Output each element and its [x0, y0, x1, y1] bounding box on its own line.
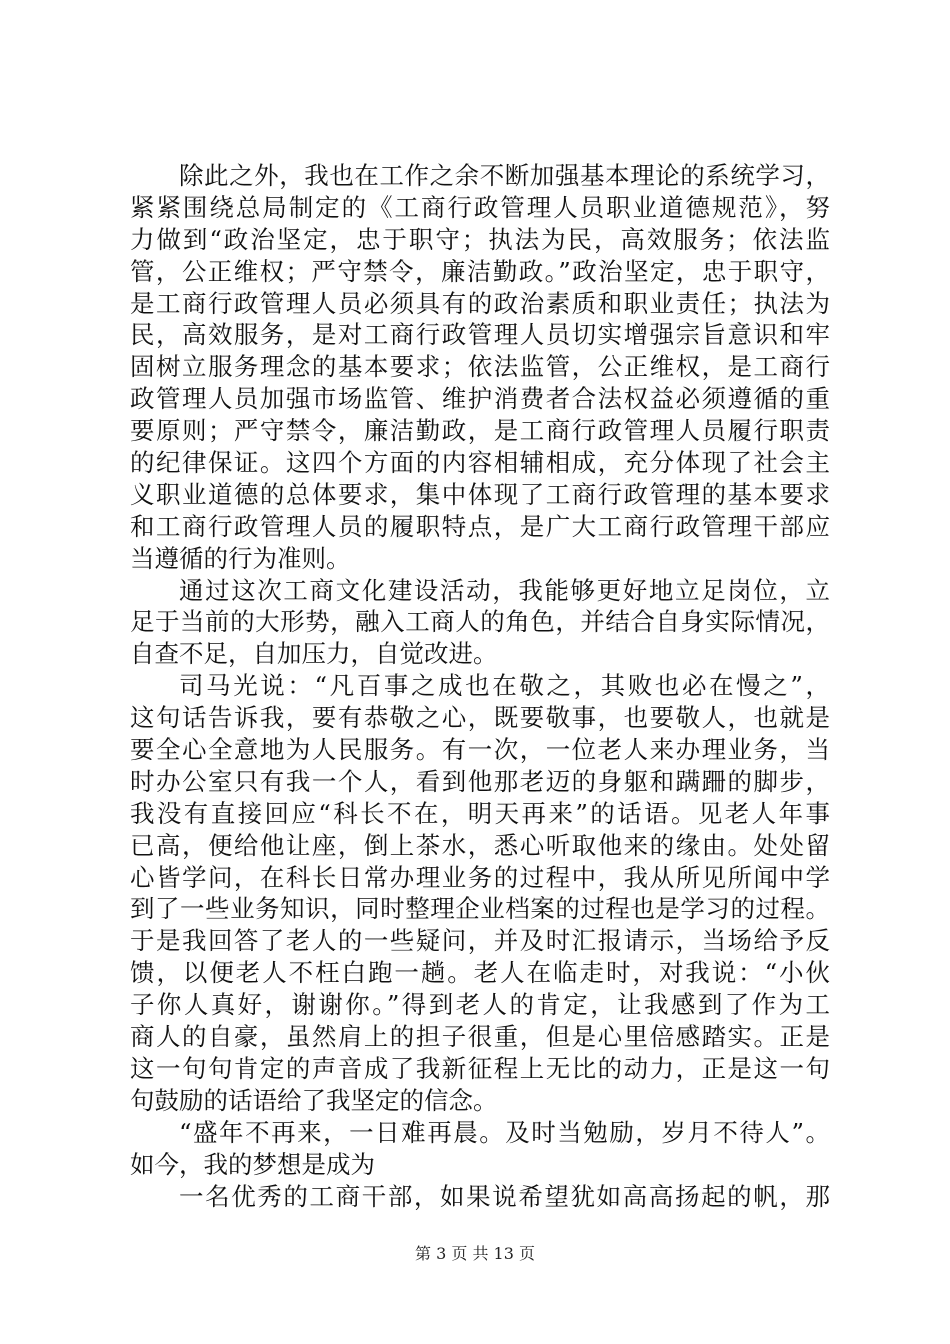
text-line: 到了一些业务知识，同时整理企业档案的过程也是学习的过程。 — [130, 894, 830, 924]
text-line: 司马光说：“凡百事之成也在敬之，其败也必在慢之”， — [179, 671, 830, 701]
text-line: 固树立服务理念的基本要求；依法监管，公正维权，是工商行 — [130, 352, 830, 382]
text-line: 管，公正维权；严守禁令，廉洁勤政。”政治坚定，忠于职守， — [130, 256, 830, 286]
text-line: 力做到“政治坚定，忠于职守；执法为民，高效服务；依法监 — [130, 224, 830, 254]
text-line: 自查不足，自加压力，自觉改进。 — [130, 639, 498, 669]
text-line: 除此之外，我也在工作之余不断加强基本理论的系统学习， — [179, 161, 830, 190]
text-line: 的纪律保证。这四个方面的内容相辅相成，充分体现了社会主 — [130, 448, 830, 478]
text-line: 政管理人员加强市场监管、维护消费者合法权益必须遵循的重 — [130, 384, 830, 414]
paragraph — [130, 1117, 830, 1181]
text-line: 紧紧围绕总局制定的《工商行政管理人员职业道德规范》，努 — [130, 192, 830, 222]
text-line: 馈，以便老人不枉白跑一趟。老人在临走时，对我说：“小伙 — [130, 958, 830, 988]
text-line: 民，高效服务，是对工商行政管理人员切实增强宗旨意识和牢 — [130, 320, 830, 350]
paragraph — [130, 670, 830, 1116]
text-line: “盛年不再来，一日难再晨。及时当勉励，岁月不待人”。 — [179, 1117, 830, 1147]
text-line: 已高，便给他让座，倒上茶水，悉心听取他来的缘由。处处留 — [130, 830, 830, 860]
document-body — [130, 160, 830, 1212]
text-line: 要原则；严守禁令，廉洁勤政，是工商行政管理人员履行职责 — [130, 416, 830, 446]
text-line: 句鼓励的话语给了我坚定的信念。 — [130, 1085, 498, 1115]
text-line: 当遵循的行为准则。 — [130, 543, 351, 573]
paragraph — [130, 1181, 830, 1213]
page-footer: 第 3 页 共 13 页 — [415, 1244, 535, 1263]
text-line: 通过这次工商文化建设活动，我能够更好地立足岗位，立 — [179, 575, 830, 605]
text-line: 这一句句肯定的声音成了我新征程上无比的动力，正是这一句 — [130, 1053, 830, 1083]
text-line: 于是我回答了老人的一些疑问，并及时汇报请示，当场给予反 — [130, 926, 830, 956]
text-line: 子你人真好，谢谢你。”得到老人的肯定，让我感到了作为工 — [130, 990, 830, 1020]
paragraph — [130, 160, 830, 575]
text-line: 这句话告诉我，要有恭敬之心，既要敬事，也要敬人，也就是 — [130, 703, 830, 733]
text-line: 我没有直接回应“科长不在，明天再来”的话语。见老人年事 — [130, 798, 830, 828]
text-line: 足于当前的大形势，融入工商人的角色，并结合自身实际情况， — [130, 607, 830, 637]
text-line: 和工商行政管理人员的履职特点，是广大工商行政管理干部应 — [130, 511, 830, 541]
text-line: 是工商行政管理人员必须具有的政治素质和职业责任；执法为 — [130, 288, 830, 318]
text-line: 商人的自豪，虽然肩上的担子很重，但是心里倍感踏实。正是 — [130, 1022, 830, 1052]
paragraph — [130, 575, 830, 671]
text-line: 心皆学问，在科长日常办理业务的过程中，我从所见所闻中学 — [130, 862, 830, 892]
text-line: 时办公室只有我一个人，看到他那老迈的身躯和蹒跚的脚步， — [130, 766, 830, 796]
text-line: 义职业道德的总体要求，集中体现了工商行政管理的基本要求 — [130, 479, 830, 509]
text-line: 一名优秀的工商干部，如果说希望犹如高高扬起的帆，那 — [179, 1181, 830, 1211]
text-line: 如今，我的梦想是成为 — [130, 1149, 375, 1179]
text-line: 要全心全意地为人民服务。有一次，一位老人来办理业务，当 — [130, 735, 830, 765]
